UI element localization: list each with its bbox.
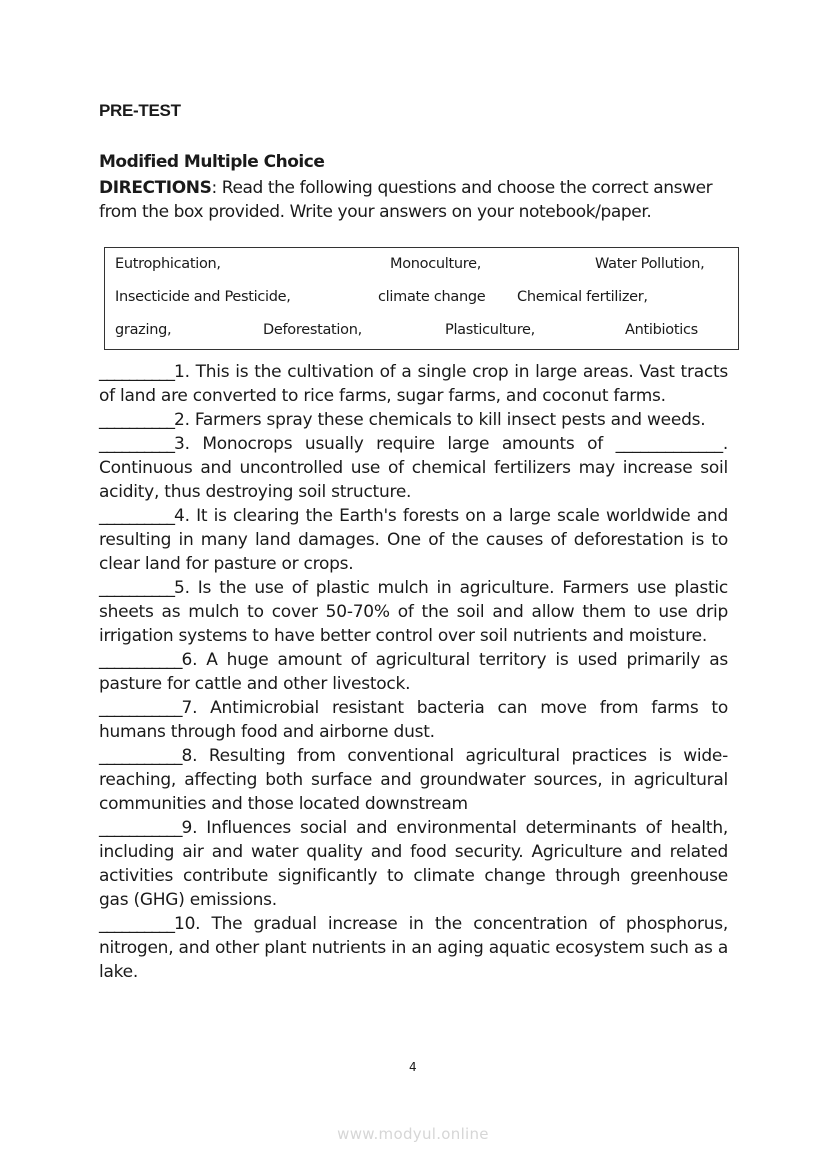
page-title: PRE-TEST (99, 101, 181, 120)
question-text: 8. Resulting from conventional agricultural practices is wide-reaching, affecting both surface and groundwater sources, in agricultural communities and those located downstream (99, 746, 728, 814)
directions-text: : Read the following questions and choose the correct answer from the box provided. Write your answers on your notebook/paper. (99, 178, 713, 222)
question-item (99, 648, 728, 696)
page-number: 4 (409, 1060, 417, 1074)
choice-item: Water Pollution, (595, 256, 705, 272)
question-text: 9. Influences social and environmental determinants of health, including air and water quality and food security. Agriculture and related activities contribute significantly to climate change through greenhouse gas (GHG) emissions. (99, 818, 728, 910)
question-item (99, 408, 728, 432)
choice-item: Monoculture, (390, 256, 482, 272)
answer-blank[interactable]: ___________ (99, 818, 182, 838)
answer-blank[interactable]: __________ (99, 578, 174, 598)
watermark: www.modyul.online (337, 1125, 489, 1143)
choice-item: Chemical fertilizer, (517, 289, 648, 305)
directions-label: DIRECTIONS (99, 178, 212, 198)
answer-blank[interactable]: __________ (99, 410, 174, 430)
answer-blank[interactable]: __________ (99, 362, 174, 382)
answer-blank[interactable]: __________ (99, 914, 174, 934)
choice-item: Antibiotics (625, 322, 698, 338)
question-text: 6. A huge amount of agricultural territory is used primarily as pasture for cattle and other livestock. (99, 650, 728, 694)
choice-item: Eutrophication, (115, 256, 221, 272)
question-text: 7. Antimicrobial resistant bacteria can move from farms to humans through food and airborne dust. (99, 698, 728, 742)
answer-blank[interactable]: __________ (99, 506, 174, 526)
question-item (99, 432, 728, 504)
choices-box (104, 247, 739, 350)
answer-blank[interactable]: ___________ (99, 698, 182, 718)
question-item (99, 360, 728, 408)
section-subtitle: Modified Multiple Choice (99, 152, 325, 172)
question-text: 10. The gradual increase in the concentration of phosphorus, nitrogen, and other plant nutrients in an aging aquatic ecosystem such as a lake. (99, 914, 728, 982)
question-text: 1. This is the cultivation of a single crop in large areas. Vast tracts of land are converted to rice farms, sugar farms, and coconut farms. (99, 362, 728, 406)
question-text: 5. Is the use of plastic mulch in agriculture. Farmers use plastic sheets as mulch to cover 50-70% of the soil and allow them to use drip irrigation systems to have better control over soil nutrients and moisture. (99, 578, 728, 646)
question-text: 2. Farmers spray these chemicals to kill insect pests and weeds. (174, 410, 706, 430)
question-item (99, 816, 728, 912)
question-text: 3. Monocrops usually require large amounts of _____________. Continuous and uncontrolled use of chemical fertilizers may increase soil acidity, thus destroying soil structure. (99, 434, 728, 502)
answer-blank[interactable]: ___________ (99, 746, 182, 766)
question-item (99, 912, 728, 984)
question-list (99, 360, 728, 984)
choice-item: Plasticulture, (445, 322, 535, 338)
answer-blank[interactable]: __________ (99, 434, 174, 454)
question-text: 4. It is clearing the Earth's forests on a large scale worldwide and resulting in many land damages. One of the causes of deforestation is to clear land for pasture or crops. (99, 506, 728, 574)
directions (99, 176, 728, 224)
choice-item: climate change (378, 289, 486, 305)
question-item (99, 744, 728, 816)
answer-blank[interactable]: ___________ (99, 650, 182, 670)
question-item (99, 504, 728, 576)
question-item (99, 576, 728, 648)
choice-item: Deforestation, (263, 322, 362, 338)
choice-item: Insecticide and Pesticide, (115, 289, 291, 305)
question-item (99, 696, 728, 744)
choice-item: grazing, (115, 322, 172, 338)
